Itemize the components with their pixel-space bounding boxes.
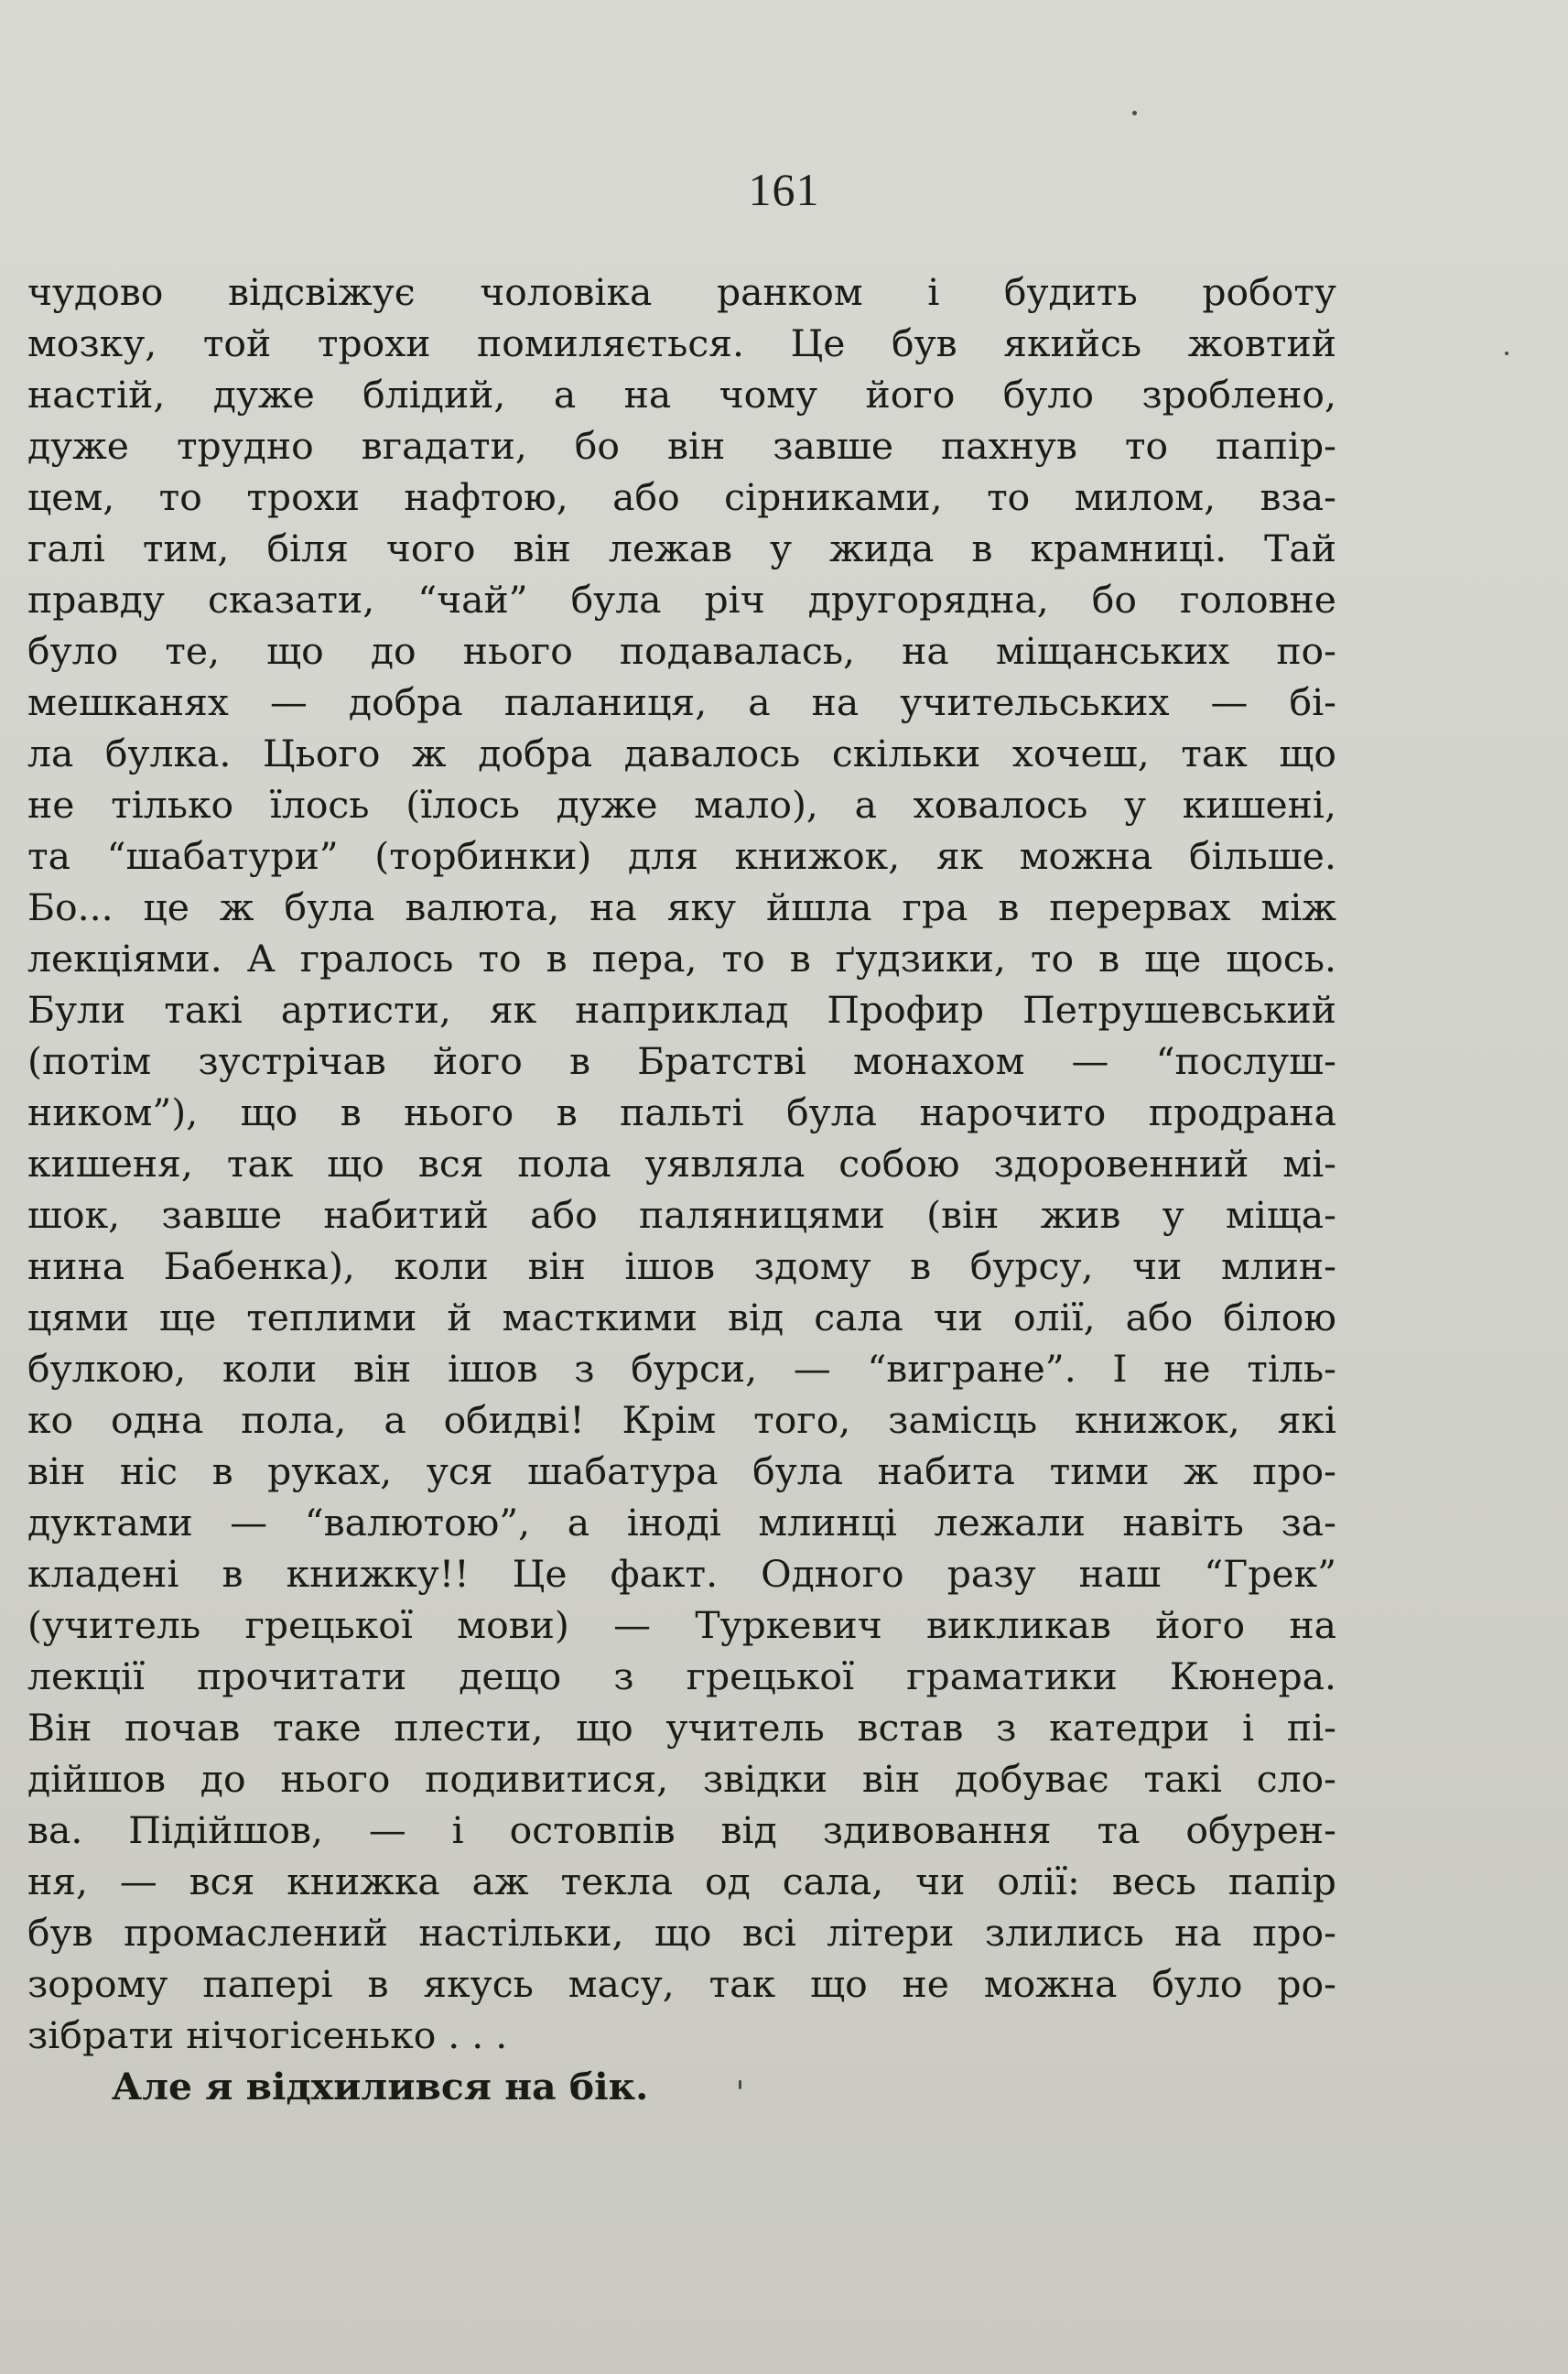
text-line: (учитель грецької мови) — Туркевич викликав його на xyxy=(27,1605,1336,1647)
text-line: кладені в книжку!! Це факт. Одного разу наш “Грек” xyxy=(27,1554,1336,1596)
final-paragraph-line: Але я відхилився на бік. xyxy=(111,2065,649,2108)
paragraph-end-line: зібрати нічогісенько . . . xyxy=(27,2015,508,2057)
text-line: (потім зустрічав його в Братстві монахом — “послуш- xyxy=(27,1041,1336,1083)
text-line: галі тим, біля чого він лежав у жида в крамниці. Тай xyxy=(27,528,1336,570)
text-line: ко одна пола, а обидві! Крім того, замісць книжок, які xyxy=(27,1400,1336,1442)
text-line: чудово відсвіжує чоловіка ранком і будить роботу xyxy=(27,272,1336,314)
text-line: зорому папері в якусь масу, так що не можна було ро- xyxy=(27,1964,1336,2006)
text-line: Були такі артисти, як наприклад Профир Петрушевський xyxy=(27,990,1336,1032)
text-line: ня, — вся книжка аж текла од сала, чи олії: весь папір xyxy=(27,1861,1336,1903)
text-line: ником”), що в нього в пальті була нарочито продрана xyxy=(27,1092,1336,1134)
body-text xyxy=(27,267,1336,2113)
text-line: лекціями. А гралось то в пера, то в ґудзики, то в ще щось. xyxy=(27,938,1336,981)
text-line: він ніс в руках, уся шабатура була набита тими ж про- xyxy=(27,1451,1336,1493)
text-line: дуктами — “валютою”, а іноді млинці лежали навіть за- xyxy=(27,1502,1336,1545)
text-line: цем, то трохи нафтою, або сірниками, то милом, вза- xyxy=(27,477,1336,519)
text-line: правду сказати, “чай” була річ другорядна, бо головне xyxy=(27,580,1336,622)
text-line: та “шабатури” (торбинки) для книжок, як можна більше. xyxy=(27,836,1336,878)
text-line: мешканях — добра паланиця, а на учительських — бі- xyxy=(27,682,1336,724)
text-line: цями ще теплими й масткими від сала чи олії, або білою xyxy=(27,1297,1336,1339)
text-line: Бо... це ж була валюта, на яку йшла гра в перервах між xyxy=(27,887,1336,929)
text-line: не тілько їлось (їлось дуже мало), а ховалось у кишені, xyxy=(27,785,1336,827)
text-line: кишеня, так що вся пола уявляла собою здоровенний мі- xyxy=(27,1144,1336,1186)
text-line: ва. Підійшов, — і остовпів від здивовання та обурен- xyxy=(27,1810,1336,1852)
dust-speck xyxy=(1505,352,1509,355)
text-line: дуже трудно вгадати, бо він завше пахнув то папір- xyxy=(27,426,1336,468)
text-line: був промаслений настільки, що всі літери злились на про- xyxy=(27,1913,1336,1955)
text-line: лекції прочитати дещо з грецької граматики Кюнера. xyxy=(27,1656,1336,1698)
text-line: булкою, коли він ішов з бурси, — “вигране”. І не тіль- xyxy=(27,1349,1336,1391)
dust-speck xyxy=(1132,111,1137,115)
text-line: нина Бабенка), коли він ішов здому в бурсу, чи млин- xyxy=(27,1246,1336,1288)
text-line: дійшов до нього подивитися, звідки він добуває такі сло- xyxy=(27,1759,1336,1801)
page-number: 161 xyxy=(748,164,820,215)
text-line: Він почав таке плести, що учитель встав з катедри і пі- xyxy=(27,1707,1336,1750)
text-line: мозку, той трохи помиляється. Це був якийсь жовтий xyxy=(27,323,1336,365)
text-line: ла булка. Цього ж добра давалось скільки хочеш, так що xyxy=(27,733,1336,775)
text-line: було те, що до нього подавалась, на міщанських по- xyxy=(27,631,1336,673)
text-line: шок, завше набитий або паляницями (він жив у міща- xyxy=(27,1195,1336,1237)
text-line: настій, дуже блідий, а на чому його було зроблено, xyxy=(27,374,1336,417)
